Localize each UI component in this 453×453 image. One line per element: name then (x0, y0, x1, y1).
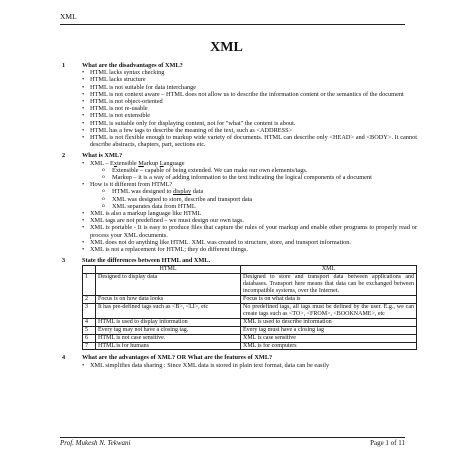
table-row (83, 296, 417, 304)
section-what-is-xml (62, 152, 417, 253)
table-cell: 4 (83, 318, 96, 326)
table-cell: Every tag may not have a closing tag. (96, 326, 241, 334)
table-header-cell (83, 266, 96, 274)
section-advantages (62, 354, 417, 368)
table-cell: Focus is on what data is (241, 296, 417, 304)
table-cell: Every tag must have a closing tag (241, 326, 417, 334)
table-cell: No predefined tags, all tags must be defined by the user. E.g., we can create tags such as <TO>, <FROM>, <BOOKNAME>, etc (241, 304, 417, 319)
table-header-cell: HTML (96, 266, 241, 274)
document-title: XML (210, 40, 243, 55)
list-item: • HTML lacks syntax checking (62, 69, 417, 76)
table-cell: 6 (83, 334, 96, 342)
table-header-cell: XML (241, 266, 417, 274)
list-item-xml-definition: • XML – Extensible Markup Language o Extensible – capable of being extended. We can make our own elements/tags. o Markup – it is a way of adding information to the text indicating the logical components of a document (62, 160, 417, 182)
list-item: • XML simplifies data sharing : Since XML data is stored in plain text format, data can be easily (62, 362, 417, 369)
sub-list (90, 167, 417, 181)
table-cell: XML is case sensitive (241, 334, 417, 342)
section-html-vs-xml (62, 257, 417, 350)
section-number: 1 (62, 62, 66, 69)
section-title: State the differences between HTML and XML. (82, 257, 211, 265)
table-header-row (83, 266, 417, 274)
list-item: • HTML has a few tags to describe the meaning of the text, such as <ADDRESS> (62, 127, 417, 134)
bullet-list (62, 362, 417, 369)
sub-list-item: o Markup – it is a way of adding information to the text indicating the logical components of a document (62, 174, 417, 181)
section-number: 3 (62, 257, 66, 265)
list-item: • HTML is not flexible enough to markup wide variety of documents. HTML can describe only <HEAD> and <BODY>. It cannot describe abstracts, chapters, part, sections etc. (62, 134, 417, 148)
sub-list-item: o XML separates data from HTML (62, 203, 417, 210)
list-item: • HTML is not extensible (62, 112, 417, 119)
page-footer (60, 437, 405, 450)
list-item: • XML does not do anything like HTML. XML was created to structure, store, and transport information. (62, 239, 417, 246)
footer-author: Prof. Mukesh N. Tekwani (60, 439, 131, 447)
sub-list-item: o XML was designed to store, describe and transport data (62, 196, 417, 203)
comparison-table (82, 265, 417, 350)
table-cell: HTML is used to display information (96, 318, 241, 326)
sub-list (90, 188, 417, 210)
section-disadvantages (62, 62, 417, 148)
bullet-list (62, 69, 417, 148)
table-cell: HTML is not case sensitive. (96, 334, 241, 342)
list-item: • XML is also a markup language like HTML (62, 210, 417, 217)
table-row (83, 274, 417, 296)
running-title: XML (60, 12, 77, 21)
table-cell: 5 (83, 326, 96, 334)
bullet-list (62, 160, 417, 254)
list-item: • HTML is not object-oriented (62, 98, 417, 105)
list-item-difference: • How is it different from HTML? o HTML was designed to display data o XML was designed to store, describe and transport data o XML separates data from HTML (62, 181, 417, 210)
list-item: • HTML is not suitable for data interchange (62, 84, 417, 91)
list-item: • XML is portable - It is easy to produce files that capture the rules of your markup and enable other programs to properly read or process your XML documents. (62, 224, 417, 238)
table-row (83, 318, 417, 326)
table-row (83, 334, 417, 342)
table-cell: Designed to store and transport data between applications and databases. Transport here means that data can be exchanged between incompatible systems, over the Internet. (241, 274, 417, 296)
section-title: What are the disadvantages of XML? (82, 62, 183, 69)
section-number: 4 (62, 354, 66, 362)
table-row (83, 342, 417, 350)
list-item: • XML tags are not predefined – we must design our own tags. (62, 217, 417, 224)
section-number: 2 (62, 152, 66, 160)
sub-list-item: o HTML was designed to display data (62, 188, 417, 195)
table-cell: Designed to display data (96, 274, 241, 296)
table-cell: HTML is for humans (96, 342, 241, 350)
running-header (60, 10, 405, 25)
list-item: • HTML is not re-usable (62, 105, 417, 112)
table-cell: It has pre-defined tags such as <B>, <LI>, etc (96, 304, 241, 319)
table-cell: 7 (83, 342, 96, 350)
table-cell: XML is for computers (241, 342, 417, 350)
list-item: • HTML is not context aware – HTML does not allow us to describe the information content or the semantics of the document (62, 91, 417, 98)
table-cell: 3 (83, 304, 96, 319)
section-title: What are the advantages of XML? OR What are the features of XML? (82, 354, 273, 362)
table-cell: Focus is on how data looks (96, 296, 241, 304)
list-item: • XML is not a replacement for HTML; they do different things. (62, 246, 417, 253)
document-body (62, 62, 417, 373)
sub-list-item: o Extensible – capable of being extended. We can make our own elements/tags. (62, 167, 417, 174)
list-item: • HTML is suitable only for displaying content, not for "what" the content is about. (62, 120, 417, 127)
table-cell: XML is used to describe information (241, 318, 417, 326)
table-cell: 1 (83, 274, 96, 296)
footer-page-number: Page 1 of 11 (370, 439, 405, 447)
section-title: What is XML? (82, 152, 123, 160)
table-row (83, 304, 417, 319)
table-row (83, 326, 417, 334)
list-item: • HTML lacks structure (62, 76, 417, 83)
table-cell: 2 (83, 296, 96, 304)
